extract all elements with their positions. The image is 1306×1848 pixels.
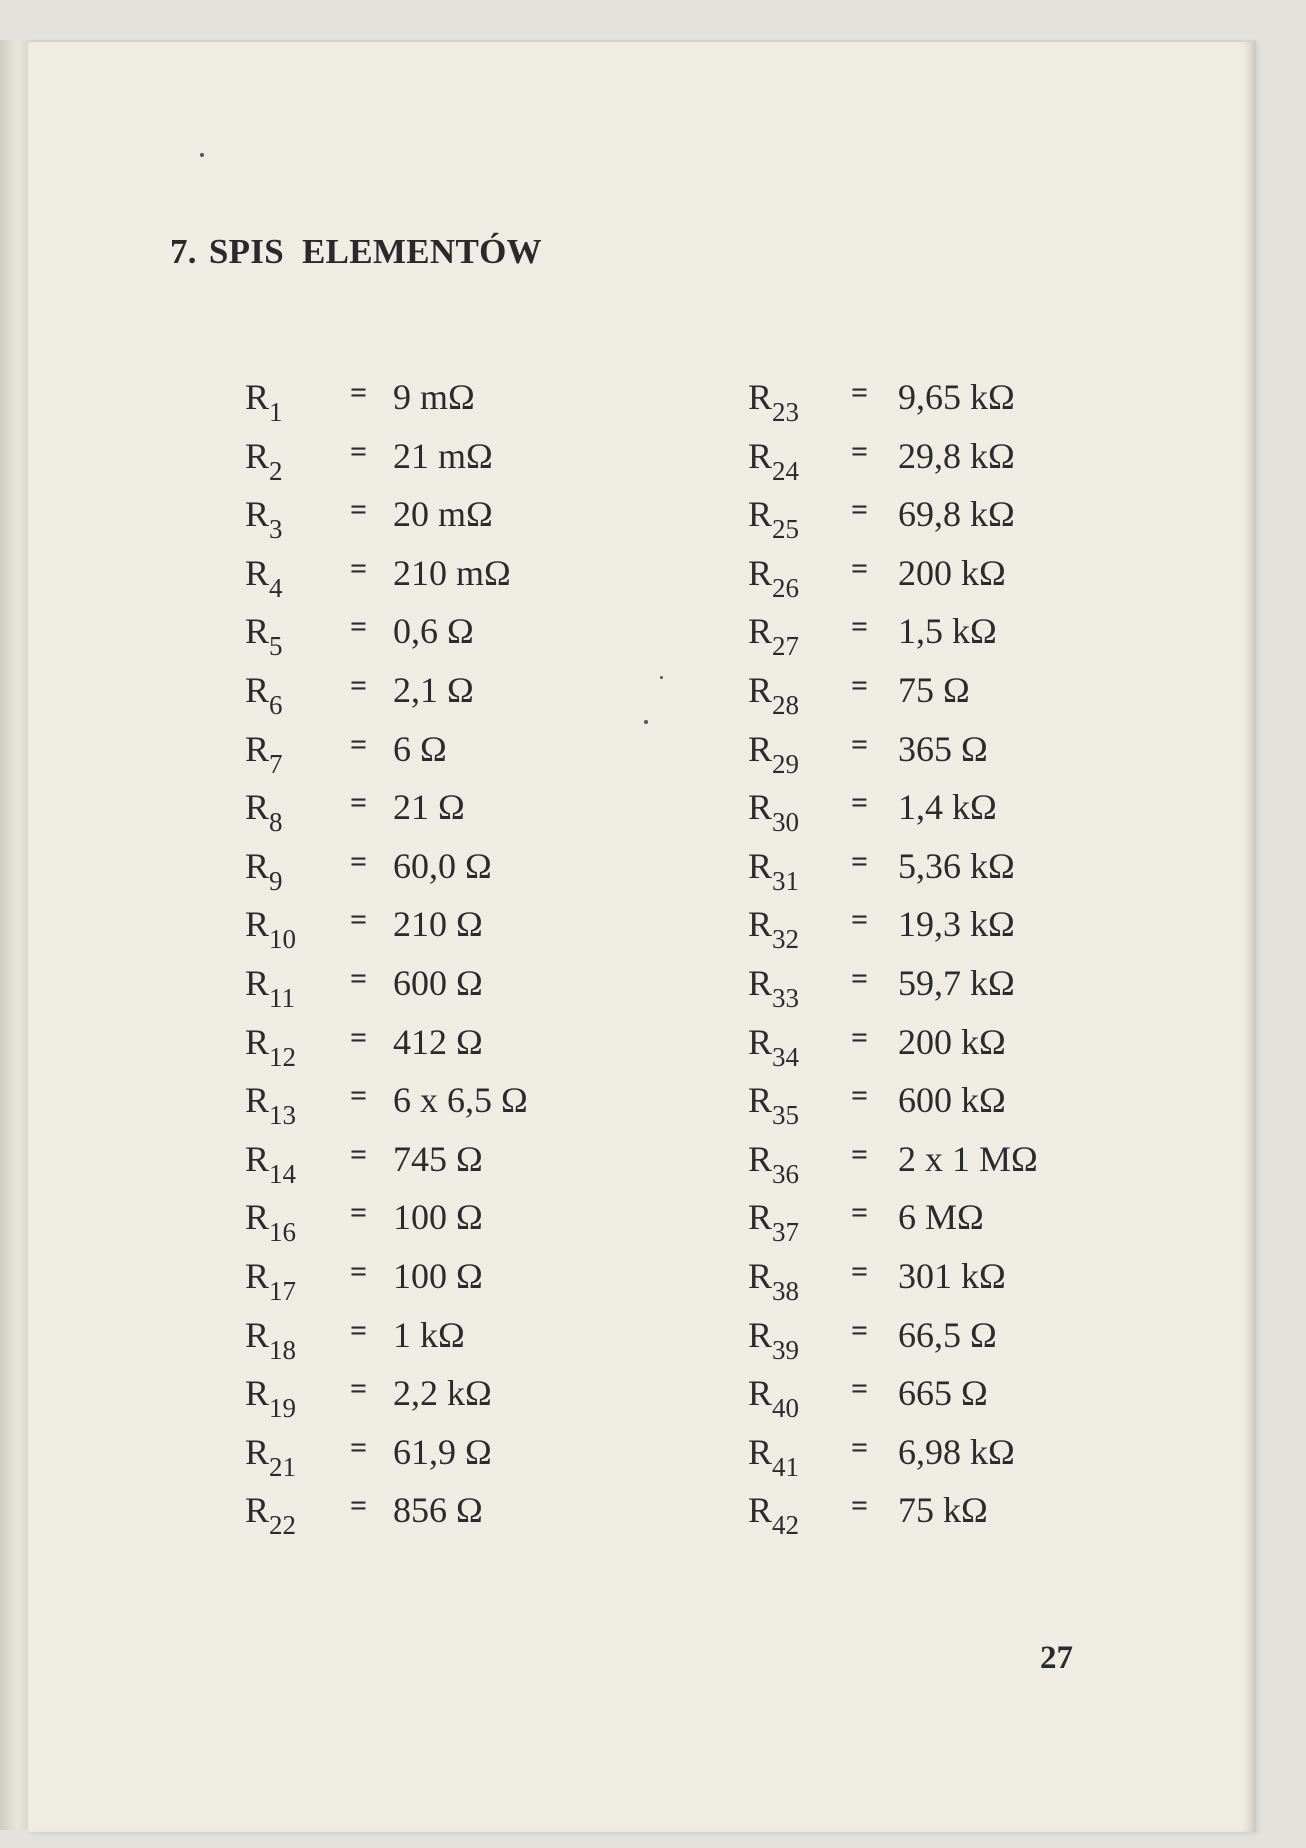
resistor-index: 23: [772, 397, 800, 427]
resistor-value: 100 Ω: [393, 1197, 483, 1238]
resistor-label: [748, 1021, 800, 1072]
resistor-value: 6 MΩ: [898, 1197, 984, 1238]
resistor-label: [748, 728, 800, 779]
resistor-letter: R: [245, 904, 270, 945]
equals-sign: =: [851, 903, 869, 937]
resistor-index: 9: [269, 865, 283, 896]
equals-sign: =: [851, 1489, 869, 1523]
resistor-index: 4: [269, 572, 283, 603]
resistor-label: [245, 1021, 297, 1072]
resistor-label: [245, 1314, 297, 1365]
resistor-index: 5: [269, 631, 283, 662]
resistor-value: 61,9 Ω: [393, 1431, 492, 1472]
resistor-label: [245, 493, 283, 545]
resistor-index: 33: [772, 982, 800, 1013]
resistor-index: 17: [269, 1275, 297, 1306]
resistor-index: 7: [269, 748, 283, 779]
resistor-label: [748, 1489, 800, 1541]
resistor-label: [748, 962, 800, 1013]
resistor-index: 25: [772, 514, 800, 545]
resistor-index: 12: [269, 1041, 297, 1072]
resistor-value: 301 kΩ: [898, 1255, 1006, 1296]
resistor-letter: R: [245, 1314, 270, 1355]
equals-sign: =: [350, 1372, 368, 1406]
resistor-value: 600 Ω: [393, 962, 483, 1003]
resistor-label: [748, 845, 800, 896]
equals-sign: =: [350, 376, 368, 409]
equals-sign: =: [350, 434, 368, 468]
resistor-value: 21 Ω: [393, 787, 465, 828]
resistor-letter: R: [748, 669, 773, 710]
resistor-value: 59,7 kΩ: [898, 962, 1015, 1003]
equals-sign: =: [350, 1430, 368, 1464]
resistor-letter: R: [748, 1431, 773, 1472]
resistor-letter: R: [748, 1021, 773, 1062]
resistor-value: 9 mΩ: [393, 377, 475, 417]
resistor-value: 9,65 kΩ: [898, 377, 1015, 417]
resistor-label: [748, 786, 800, 838]
resistor-label: [748, 669, 800, 720]
resistor-value: 2,2 kΩ: [393, 1373, 492, 1414]
resistor-label: [748, 610, 800, 662]
resistor-value: 6 x 6,5 Ω: [393, 1080, 528, 1121]
resistor-index: 41: [772, 1451, 800, 1482]
resistor-letter: R: [245, 1255, 270, 1296]
equals-sign: =: [350, 1254, 368, 1288]
print-speck: [660, 676, 663, 679]
resistor-letter: R: [748, 1138, 773, 1179]
resistor-value: 75 kΩ: [898, 1490, 988, 1531]
resistor-value: 75 Ω: [898, 669, 970, 710]
resistor-index: 18: [269, 1334, 297, 1365]
resistor-value: 60,0 Ω: [393, 845, 492, 886]
equals-sign: =: [350, 1313, 368, 1347]
resistor-index: 31: [772, 865, 800, 896]
equals-sign: =: [851, 668, 869, 702]
resistor-index: 27: [772, 631, 800, 662]
resistor-label: [748, 1079, 800, 1131]
equals-sign: =: [851, 1372, 869, 1406]
resistor-label: [748, 493, 800, 545]
equals-sign: =: [851, 434, 869, 468]
equals-sign: =: [851, 1254, 869, 1288]
resistor-label: [245, 962, 296, 1013]
resistor-letter: R: [245, 845, 270, 886]
equals-sign: =: [350, 1489, 368, 1523]
equals-sign: =: [851, 1137, 869, 1171]
resistor-label: [245, 1489, 297, 1541]
booklet-spine: [0, 40, 31, 1830]
equals-sign: =: [851, 376, 869, 409]
resistor-index: 13: [269, 1100, 297, 1131]
resistor-label: [748, 1255, 800, 1306]
section-number: 7.: [170, 232, 197, 271]
resistor-label: [748, 1138, 800, 1189]
resistor-letter: R: [245, 962, 270, 1003]
resistor-index: 24: [772, 455, 800, 486]
resistor-letter: R: [245, 1080, 270, 1121]
resistor-index: 35: [772, 1100, 800, 1131]
equals-sign: =: [350, 903, 368, 937]
equals-sign: =: [851, 1020, 869, 1054]
resistor-value: 5,36 kΩ: [898, 845, 1015, 886]
resistor-letter: R: [748, 435, 773, 476]
resistor-index: 32: [772, 924, 800, 955]
equals-sign: =: [851, 1313, 869, 1347]
resistor-value: 1,5 kΩ: [898, 611, 997, 652]
resistor-label: [748, 435, 800, 486]
resistor-label: [245, 1196, 297, 1248]
resistor-value: 6,98 kΩ: [898, 1431, 1015, 1472]
equals-sign: =: [851, 610, 869, 644]
resistor-letter: R: [245, 787, 270, 828]
equals-sign: =: [350, 727, 368, 761]
equals-sign: =: [851, 1079, 869, 1113]
resistor-value: 200 kΩ: [898, 552, 1006, 593]
section-heading: [170, 232, 542, 272]
resistor-value: 29,8 kΩ: [898, 435, 1015, 476]
resistor-letter: R: [245, 669, 270, 710]
booklet-page: [28, 40, 1256, 1832]
resistor-letter: R: [748, 1255, 773, 1296]
resistor-label: [245, 1138, 297, 1189]
resistor-label: [748, 1314, 800, 1365]
resistor-letter: R: [245, 1490, 270, 1531]
resistor-index: 26: [772, 572, 800, 603]
equals-sign: =: [350, 668, 368, 702]
resistor-value: 2,1 Ω: [393, 669, 474, 710]
resistor-label: [245, 728, 283, 779]
resistor-value: 20 mΩ: [393, 494, 493, 535]
equals-sign: =: [851, 961, 869, 995]
resistor-label: [245, 1372, 297, 1424]
resistor-letter: R: [245, 1138, 270, 1179]
resistor-letter: R: [748, 552, 773, 593]
page-edge-shadow: [1240, 42, 1254, 1832]
resistor-index: 6: [269, 689, 283, 720]
resistor-index: 40: [772, 1393, 800, 1424]
resistor-value: 66,5 Ω: [898, 1314, 997, 1355]
resistor-letter: R: [748, 904, 773, 945]
resistor-value: 210 mΩ: [393, 552, 511, 593]
resistor-letter: R: [245, 1431, 270, 1472]
equals-sign: =: [350, 1196, 368, 1230]
resistor-letter: R: [245, 1373, 270, 1414]
resistor-letter: R: [245, 1021, 270, 1062]
resistor-letter: R: [748, 728, 773, 769]
resistor-letter: R: [748, 1373, 773, 1414]
equals-sign: =: [350, 786, 368, 820]
resistor-label: [748, 552, 800, 603]
resistor-index: 14: [269, 1158, 297, 1189]
resistor-letter: R: [245, 552, 270, 593]
resistor-letter: R: [748, 1197, 773, 1238]
resistor-letter: R: [748, 1080, 773, 1121]
equals-sign: =: [350, 1020, 368, 1054]
resistor-index: 3: [269, 514, 283, 545]
equals-sign: =: [851, 1196, 869, 1230]
resistor-letter: R: [748, 494, 773, 535]
resistor-index: 34: [772, 1041, 800, 1072]
resistor-index: 21: [269, 1451, 297, 1482]
resistor-letter: R: [245, 728, 270, 769]
resistor-index: 2: [269, 455, 283, 486]
resistor-label: [748, 376, 800, 427]
resistor-value: 365 Ω: [898, 728, 988, 769]
resistor-index: 29: [772, 748, 800, 779]
resistor-label: [245, 845, 283, 896]
resistor-index: 42: [772, 1510, 800, 1541]
resistor-value: 6 Ω: [393, 728, 447, 769]
resistor-label: [748, 1431, 800, 1482]
resistor-index: 30: [772, 807, 800, 838]
resistor-label: [245, 552, 283, 603]
print-speck: [644, 720, 648, 724]
resistor-value: 210 Ω: [393, 904, 483, 945]
resistor-label: [245, 1431, 297, 1482]
equals-sign: =: [350, 961, 368, 995]
resistor-letter: R: [245, 611, 270, 652]
resistor-value: 600 kΩ: [898, 1080, 1006, 1121]
resistor-index: 10: [269, 924, 297, 955]
resistor-letter: R: [748, 845, 773, 886]
equals-sign: =: [851, 551, 869, 585]
resistor-letter: R: [748, 1314, 773, 1355]
resistor-index: 37: [772, 1217, 800, 1248]
resistor-value: 1,4 kΩ: [898, 787, 997, 828]
equals-sign: =: [350, 493, 368, 527]
equals-sign: =: [851, 786, 869, 820]
resistor-index: 39: [772, 1334, 800, 1365]
resistor-letter: R: [245, 377, 270, 417]
equals-sign: =: [350, 610, 368, 644]
resistor-letter: R: [748, 611, 773, 652]
resistor-label: [245, 610, 283, 662]
heading-word-spis: SPIS: [208, 232, 284, 271]
resistor-index: 36: [772, 1158, 800, 1189]
resistor-label: [748, 903, 800, 955]
resistor-index: 11: [269, 982, 296, 1013]
page-number: 27: [1040, 1640, 1073, 1676]
resistor-value: 19,3 kΩ: [898, 904, 1015, 945]
resistor-value: 21 mΩ: [393, 435, 493, 476]
resistor-value: 200 kΩ: [898, 1021, 1006, 1062]
resistor-index: 22: [269, 1510, 297, 1541]
resistor-value: 856 Ω: [393, 1490, 483, 1531]
resistor-index: 38: [772, 1275, 800, 1306]
resistor-letter: R: [245, 435, 270, 476]
resistor-label: [245, 786, 283, 838]
resistor-value: 412 Ω: [393, 1021, 483, 1062]
resistor-label: [245, 1255, 297, 1306]
resistor-label: [245, 376, 283, 427]
equals-sign: =: [350, 1137, 368, 1171]
resistor-index: 8: [269, 807, 283, 838]
resistor-value: 100 Ω: [393, 1255, 483, 1296]
resistor-letter: R: [748, 1490, 773, 1531]
resistor-value: 745 Ω: [393, 1138, 483, 1179]
resistor-letter: R: [748, 787, 773, 828]
resistor-index: 16: [269, 1217, 297, 1248]
resistor-index: 19: [269, 1393, 297, 1424]
resistor-index: 1: [269, 397, 283, 427]
resistor-label: [245, 1079, 297, 1131]
resistor-value: 665 Ω: [898, 1373, 988, 1414]
resistor-value: 2 x 1 MΩ: [898, 1138, 1038, 1179]
resistor-letter: R: [245, 494, 270, 535]
equals-sign: =: [350, 551, 368, 585]
resistor-label: [748, 1372, 800, 1424]
equals-sign: =: [851, 1430, 869, 1464]
resistor-letter: R: [748, 962, 773, 1003]
resistor-letter: R: [748, 377, 773, 417]
resistor-value: 69,8 kΩ: [898, 494, 1015, 535]
equals-sign: =: [851, 844, 869, 878]
resistor-letter: R: [245, 1197, 270, 1238]
resistor-value: 0,6 Ω: [393, 611, 474, 652]
resistor-label: [245, 903, 297, 955]
print-speck: [200, 153, 204, 157]
resistor-label: [245, 435, 283, 486]
resistor-label: [245, 669, 283, 720]
equals-sign: =: [851, 493, 869, 527]
heading-word-elementow: ELEMENTÓW: [302, 232, 542, 271]
equals-sign: =: [350, 844, 368, 878]
resistor-label: [748, 1196, 800, 1248]
equals-sign: =: [350, 1079, 368, 1113]
resistor-index: 28: [772, 689, 800, 720]
resistor-value: 1 kΩ: [393, 1314, 465, 1355]
equals-sign: =: [851, 727, 869, 761]
